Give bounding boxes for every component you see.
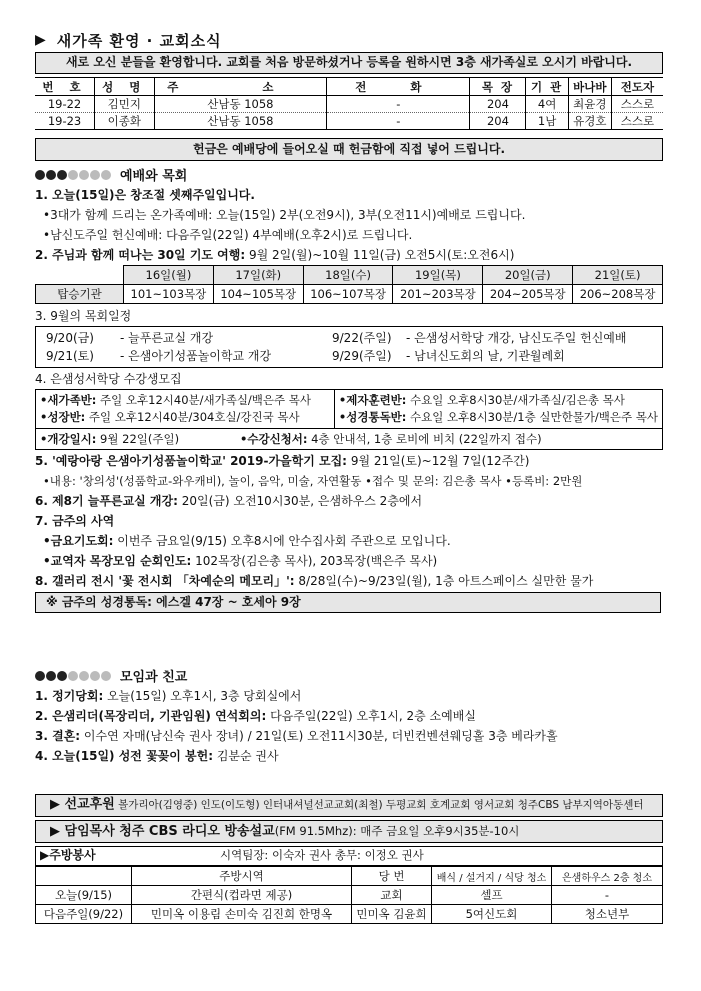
dot-icon bbox=[79, 671, 89, 681]
col-number: 번 호 bbox=[35, 78, 95, 96]
col-org: 기 관 bbox=[526, 78, 568, 96]
dot-icon bbox=[46, 170, 56, 180]
prayer-table bbox=[35, 265, 663, 304]
newcomer-table bbox=[35, 77, 663, 130]
dot-icon bbox=[57, 170, 67, 180]
bible-reading: ※ 금주의 성경통독: 에스겔 47장 ~ 호세아 9장 bbox=[35, 592, 661, 613]
worship-item-2: 2. 주님과 함께 떠나는 30일 기도 여행: 9월 2일(월)~10월 11일(금) 오전5시(토:오전6시) bbox=[35, 248, 515, 262]
recruit-info: •개강일시: 9월 22일(주일) •수강신청서: 4층 안내석, 1층 로비에 비치 (22일까지 접수) bbox=[35, 429, 663, 450]
table-row: 다음주일(9/22) 민미옥 이용림 손미숙 김진희 한명옥 민미옥 김윤희 5여신도회 청소년부 bbox=[36, 905, 663, 924]
worship-item-4: 4. 은샘성서학당 수강생모집 bbox=[35, 372, 182, 386]
col-group: 목 장 bbox=[470, 78, 526, 96]
fellowship-item-3: 3. 결혼: 이수연 자매(남신숙 권사 장녀) / 21일(토) 오전11시30분, 더빈컨벤션웨딩홀 3층 베라카홀 bbox=[35, 729, 558, 743]
recruit-box bbox=[35, 389, 663, 429]
dot-icon bbox=[90, 170, 100, 180]
col-phone: 전 화 bbox=[327, 78, 470, 96]
worship-heading: 예배와 목회 bbox=[35, 164, 663, 185]
dot-icon bbox=[79, 170, 89, 180]
dot-icon bbox=[68, 671, 78, 681]
fellowship-item-1: 1. 정기당회: 오늘(15일) 오후1시, 3층 당회실에서 bbox=[35, 689, 302, 703]
kitchen-duty-table bbox=[35, 866, 663, 924]
duty-header-row: 주방시역 당 번 배식 / 설거지 / 식당 청소 은샘하우스 2층 청소 bbox=[36, 867, 663, 886]
dot-icon bbox=[35, 170, 45, 180]
kitchen-duty-bar: ▶주방봉사 시역팀장: 이숙자 권사 총무: 이정오 권사 bbox=[35, 846, 663, 866]
newcomer-header-row bbox=[35, 78, 663, 96]
dot-icon bbox=[68, 170, 78, 180]
worship-item-7-sub: •금요기도회: 이번주 금요일(9/15) 오후8시에 안수집사회 주관으로 모입니다. bbox=[43, 534, 451, 548]
fellowship-item-4: 4. 오늘(15일) 성전 꽃꽂이 봉헌: 김분순 권사 bbox=[35, 749, 279, 763]
recruit-sunday: •새가족반: 주일 오후12시40분/새가족실/백은주 목사 •성장반: 주일 오후12시40분/304호실/강진국 목사 bbox=[40, 393, 312, 424]
dot-icon bbox=[57, 671, 67, 681]
col-name: 성 명 bbox=[95, 78, 154, 96]
table-row: 탑승기관 101~103목장 104~105목장 106~107목장 201~203목장 204~205목장 206~208목장 bbox=[36, 285, 663, 304]
worship-item-5: 5. '예랑아랑 은샘아기성품놀이학교' 2019-가을학기 모집: 9월 21일(토)~12월 7일(12주간) bbox=[35, 454, 530, 468]
worship-item-7-sub: •교역자 목장모임 순회인도: 102목장(김은총 목사), 203목장(백은주 목사) bbox=[43, 554, 438, 568]
radio-sermon-bar: ▶ 담임목사 청주 CBS 라디오 방송설교(FM 91.5Mhz): 매주 금요일 오후9시35분-10시 bbox=[35, 820, 663, 843]
worship-item-5-sub: •내용: '창의성'(성품학교-와우캐비), 놀이, 음악, 미술, 자연활동 •접수 및 문의: 김은총 목사 •등록비: 2만원 bbox=[43, 474, 583, 488]
dot-icon bbox=[46, 671, 56, 681]
prayer-header-row: 16일(월) 17일(화) 18일(수) 19일(목) 20일(금) 21일(토) bbox=[36, 266, 663, 285]
dot-icon bbox=[101, 671, 111, 681]
table-row: 19-23 이종화 산남동 1058 - 204 1남 유경호 스스로 bbox=[35, 113, 663, 130]
worship-item-1-sub: •3대가 함께 드리는 온가족예배: 오늘(15일) 2부(오전9시), 3부(오전11시)예배로 드립니다. bbox=[43, 208, 526, 222]
col-address: 주 소 bbox=[154, 78, 327, 96]
bulletin-page bbox=[35, 28, 663, 924]
dot-icon bbox=[101, 170, 111, 180]
fellowship-item-2: 2. 은샘리더(목장리더, 기관임원) 연석회의: 다음주일(22일) 오후1시, 2층 소예배실 bbox=[35, 709, 476, 723]
mission-support-bar: ▶ 선교후원 볼가리아(김영중) 인도(이도형) 인터내셔널선교교회(최철) 두평교회 호계교회 영서교회 청주CBS 남부지역아동센터 bbox=[35, 794, 663, 817]
worship-item-7: 7. 금주의 사역 bbox=[35, 514, 115, 528]
worship-item-8: 8. 갤러리 전시 '꽃 전시회 「차예순의 메모리」': 8/28일(수)~9/23일(월), 1층 아트스페이스 실만한 물가 bbox=[35, 574, 594, 588]
table-row: 19-22 김민지 산남동 1058 - 204 4여 최윤경 스스로 bbox=[35, 96, 663, 113]
worship-item-6: 6. 제8기 늘푸른교실 개강: 20일(금) 오전10시30분, 은샘하우스 2층에서 bbox=[35, 494, 423, 508]
schedule-row: 9/20(금) - 늘푸른교실 개강 9/22(주일) - 은샘성서학당 개강, 남신도주일 헌신예배 bbox=[46, 331, 627, 345]
dot-icon bbox=[90, 671, 100, 681]
recruit-wednesday: •제자훈련반: 수요일 오후8시30분/새가족실/김은총 목사 •성경통독반: 수요일 오후8시30분/1층 실만한물가/백은주 목사 bbox=[334, 390, 662, 428]
newcomers-title: ▶ 새가족 환영 · 교회소식 bbox=[35, 31, 222, 50]
dot-icon bbox=[35, 671, 45, 681]
col-evangelist: 전도자 bbox=[611, 78, 663, 96]
offering-notice: 헌금은 예배당에 들어오실 때 헌금함에 직접 넣어 드립니다. bbox=[35, 138, 663, 161]
worship-item-1: 1. 오늘(15일)은 창조절 셋째주일입니다. bbox=[35, 188, 255, 202]
col-barnabas: 바나바 bbox=[568, 78, 611, 96]
fellowship-heading: 모임과 친교 bbox=[35, 665, 663, 686]
schedule-row: 9/21(토) - 은샘아기성품놀이학교 개강 9/29(주일) - 남녀신도회의 날, 기관월례회 bbox=[46, 349, 565, 363]
worship-item-3: 3. 9월의 목회일정 bbox=[35, 309, 132, 323]
triangle-icon: ▶ bbox=[35, 32, 47, 48]
table-row: 오늘(9/15) 간편식(컵라면 제공) 교회 셀프 - bbox=[36, 886, 663, 905]
newcomers-banner: 새로 오신 분들을 환영합니다. 교회를 처음 방문하셨거나 등록을 원하시면 3층 새가족실로 오시기 바랍니다. bbox=[35, 52, 663, 74]
worship-item-1-sub: •남신도주일 헌신예배: 다음주일(22일) 4부예배(오후2시)로 드립니다. bbox=[43, 228, 413, 242]
schedule-box bbox=[35, 326, 663, 368]
